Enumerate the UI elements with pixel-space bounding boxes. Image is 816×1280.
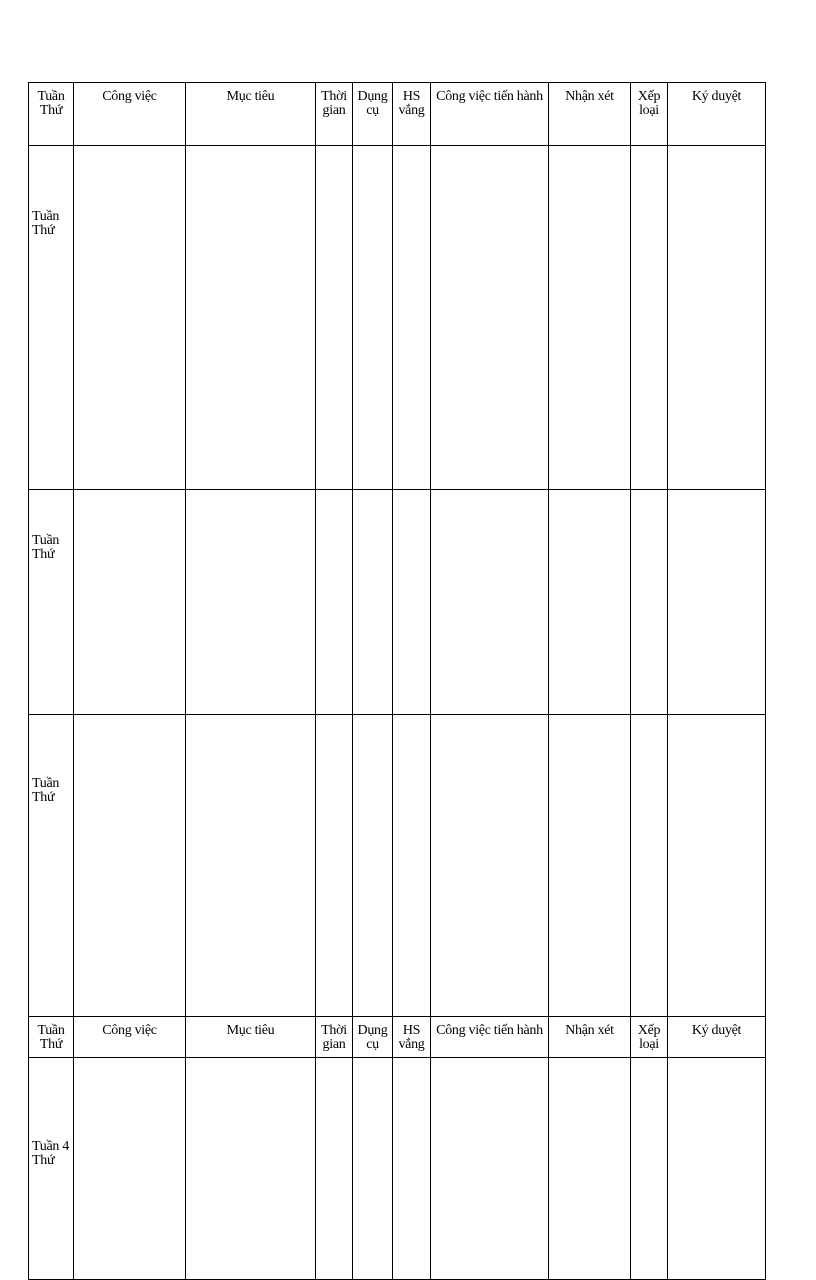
header-rank: Xếp loại (631, 1017, 668, 1058)
time-cell[interactable] (316, 146, 353, 490)
task-cell[interactable] (74, 490, 186, 715)
goal-cell[interactable] (186, 490, 316, 715)
header-approval: Ký duyệt (668, 1017, 766, 1058)
absent-cell[interactable] (393, 146, 431, 490)
header-row (29, 83, 766, 146)
week-label: Tuần 4 Thứ (29, 1058, 74, 1280)
rank-cell[interactable] (631, 715, 668, 1017)
approval-cell[interactable] (668, 490, 766, 715)
tools-cell[interactable] (353, 146, 393, 490)
approval-cell[interactable] (668, 1058, 766, 1280)
time-cell[interactable] (316, 1058, 353, 1280)
week-row (29, 715, 766, 1017)
week-label: Tuần Thứ (29, 146, 74, 490)
week-row (29, 146, 766, 490)
task-cell[interactable] (74, 1058, 186, 1280)
header-task: Công việc (74, 1017, 186, 1058)
header-time: Thời gian (316, 83, 353, 146)
time-cell[interactable] (316, 490, 353, 715)
remarks-cell[interactable] (549, 1058, 631, 1280)
rank-cell[interactable] (631, 146, 668, 490)
header-week: Tuần Thứ (29, 1017, 74, 1058)
header-rank: Xếp loại (631, 83, 668, 146)
header-task: Công việc (74, 83, 186, 146)
week-row (29, 1058, 766, 1280)
rank-cell[interactable] (631, 490, 668, 715)
header-tools: Dụng cụ (353, 1017, 393, 1058)
progress-cell[interactable] (431, 146, 549, 490)
tools-cell[interactable] (353, 490, 393, 715)
header-week: Tuần Thứ (29, 83, 74, 146)
header-remarks: Nhận xét (549, 1017, 631, 1058)
progress-cell[interactable] (431, 1058, 549, 1280)
rank-cell[interactable] (631, 1058, 668, 1280)
time-cell[interactable] (316, 715, 353, 1017)
tools-cell[interactable] (353, 715, 393, 1017)
absent-cell[interactable] (393, 1058, 431, 1280)
progress-cell[interactable] (431, 490, 549, 715)
week-row (29, 490, 766, 715)
absent-cell[interactable] (393, 490, 431, 715)
week-label: Tuần Thứ (29, 715, 74, 1017)
approval-cell[interactable] (668, 146, 766, 490)
header-absent: HS vắng (393, 83, 431, 146)
header-absent: HS vắng (393, 1017, 431, 1058)
weekly-plan-table (28, 82, 766, 1280)
repeated-header-row (29, 1017, 766, 1058)
header-time: Thời gian (316, 1017, 353, 1058)
header-progress: Công việc tiến hành (431, 83, 549, 146)
remarks-cell[interactable] (549, 490, 631, 715)
header-tools: Dụng cụ (353, 83, 393, 146)
header-remarks: Nhận xét (549, 83, 631, 146)
progress-cell[interactable] (431, 715, 549, 1017)
absent-cell[interactable] (393, 715, 431, 1017)
goal-cell[interactable] (186, 146, 316, 490)
approval-cell[interactable] (668, 715, 766, 1017)
header-approval: Ký duyệt (668, 83, 766, 146)
tools-cell[interactable] (353, 1058, 393, 1280)
goal-cell[interactable] (186, 715, 316, 1017)
goal-cell[interactable] (186, 1058, 316, 1280)
task-cell[interactable] (74, 715, 186, 1017)
header-progress: Công việc tiến hành (431, 1017, 549, 1058)
remarks-cell[interactable] (549, 146, 631, 490)
remarks-cell[interactable] (549, 715, 631, 1017)
task-cell[interactable] (74, 146, 186, 490)
week-label: Tuần Thứ (29, 490, 74, 715)
header-goal: Mục tiêu (186, 83, 316, 146)
header-goal: Mục tiêu (186, 1017, 316, 1058)
